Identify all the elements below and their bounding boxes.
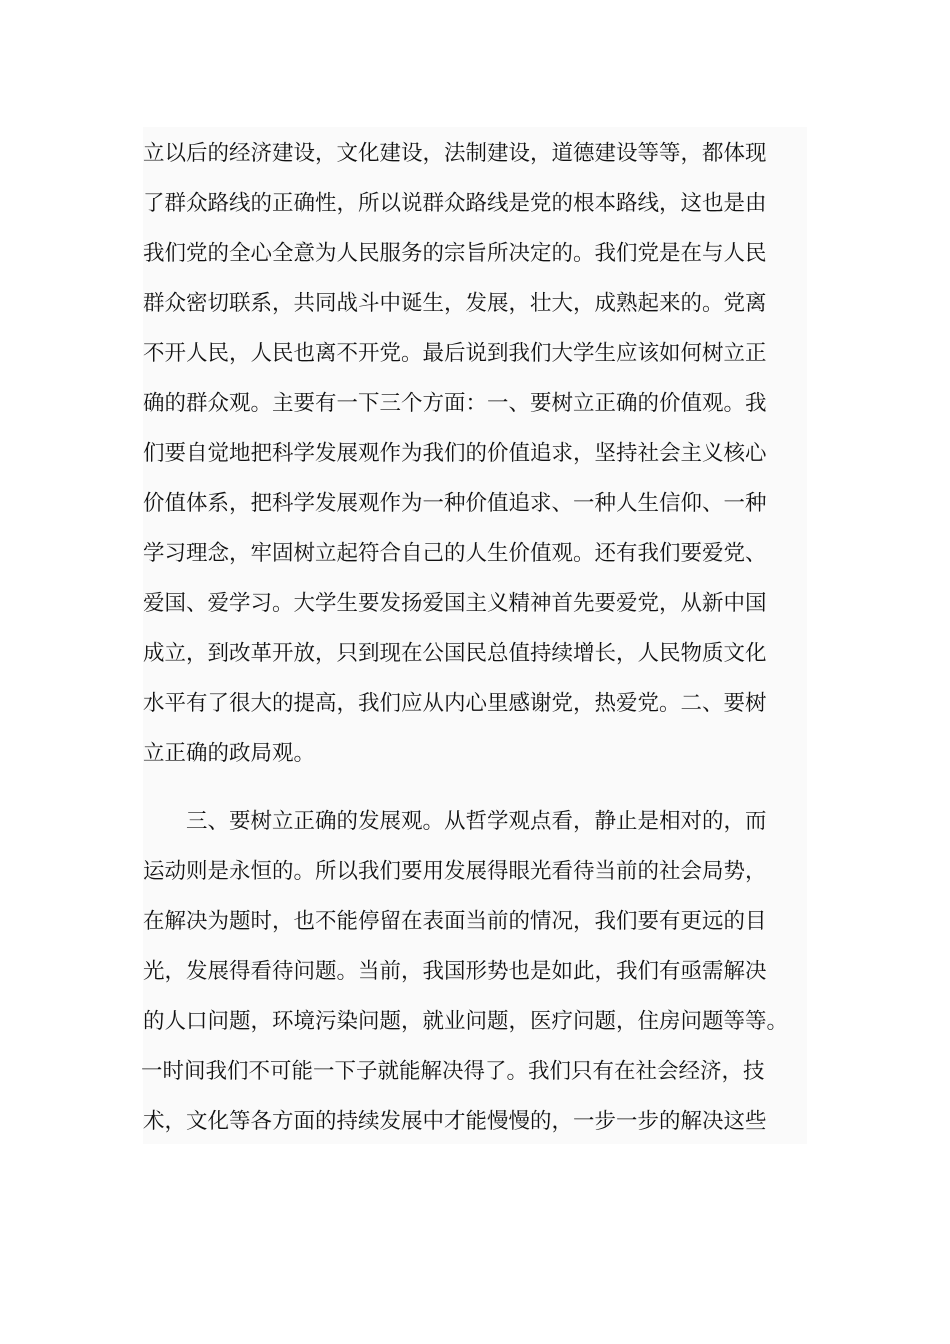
text-line: 确的群众观。主要有一下三个方面：一、要树立正确的价值观。我	[143, 391, 767, 416]
text-line: 术，文化等各方面的持续发展中才能慢慢的，一步一步的解决这些	[143, 1109, 767, 1134]
document-body	[143, 127, 807, 1144]
text-line: 立以后的经济建设，文化建设，法制建设，道德建设等等，都体现	[143, 141, 767, 166]
text-line: 我们党的全心全意为人民服务的宗旨所决定的。我们党是在与人民	[143, 241, 767, 266]
text-line: 运动则是永恒的。所以我们要用发展得眼光看待当前的社会局势，	[143, 859, 767, 884]
text-line: 一时间我们不可能一下子就能解决得了。我们只有在社会经济，技	[141, 1059, 765, 1084]
text-line: 的人口问题，环境污染问题，就业问题，医疗问题，住房问题等等。	[143, 1009, 789, 1034]
text-line: 爱国、爱学习。大学生要发扬爱国主义精神首先要爱党，从新中国	[143, 591, 767, 616]
text-line: 水平有了很大的提高，我们应从内心里感谢党，热爱党。二、要树	[143, 691, 767, 716]
text-line: 不开人民，人民也离不开党。最后说到我们大学生应该如何树立正	[143, 341, 767, 366]
text-line: 三、要树立正确的发展观。从哲学观点看，静止是相对的，而	[143, 809, 767, 834]
text-line: 了群众路线的正确性，所以说群众路线是党的根本路线，这也是由	[143, 191, 767, 216]
text-line: 立正确的政局观。	[143, 741, 316, 766]
text-line: 们要自觉地把科学发展观作为我们的价值追求，坚持社会主义核心	[143, 441, 767, 466]
text-line: 价值体系，把科学发展观作为一种价值追求、一种人生信仰、一种	[143, 491, 767, 516]
text-line: 光，发展得看待问题。当前，我国形势也是如此，我们有亟需解决	[143, 959, 767, 984]
text-line: 群众密切联系，共同战斗中诞生，发展，壮大，成熟起来的。党离	[143, 291, 767, 316]
text-line: 成立，到改革开放，只到现在公国民总值持续增长，人民物质文化	[143, 641, 767, 666]
text-line: 学习理念，牢固树立起符合自己的人生价值观。还有我们要爱党、	[143, 541, 767, 566]
text-line: 在解决为题时，也不能停留在表面当前的情况，我们要有更远的目	[143, 909, 767, 934]
